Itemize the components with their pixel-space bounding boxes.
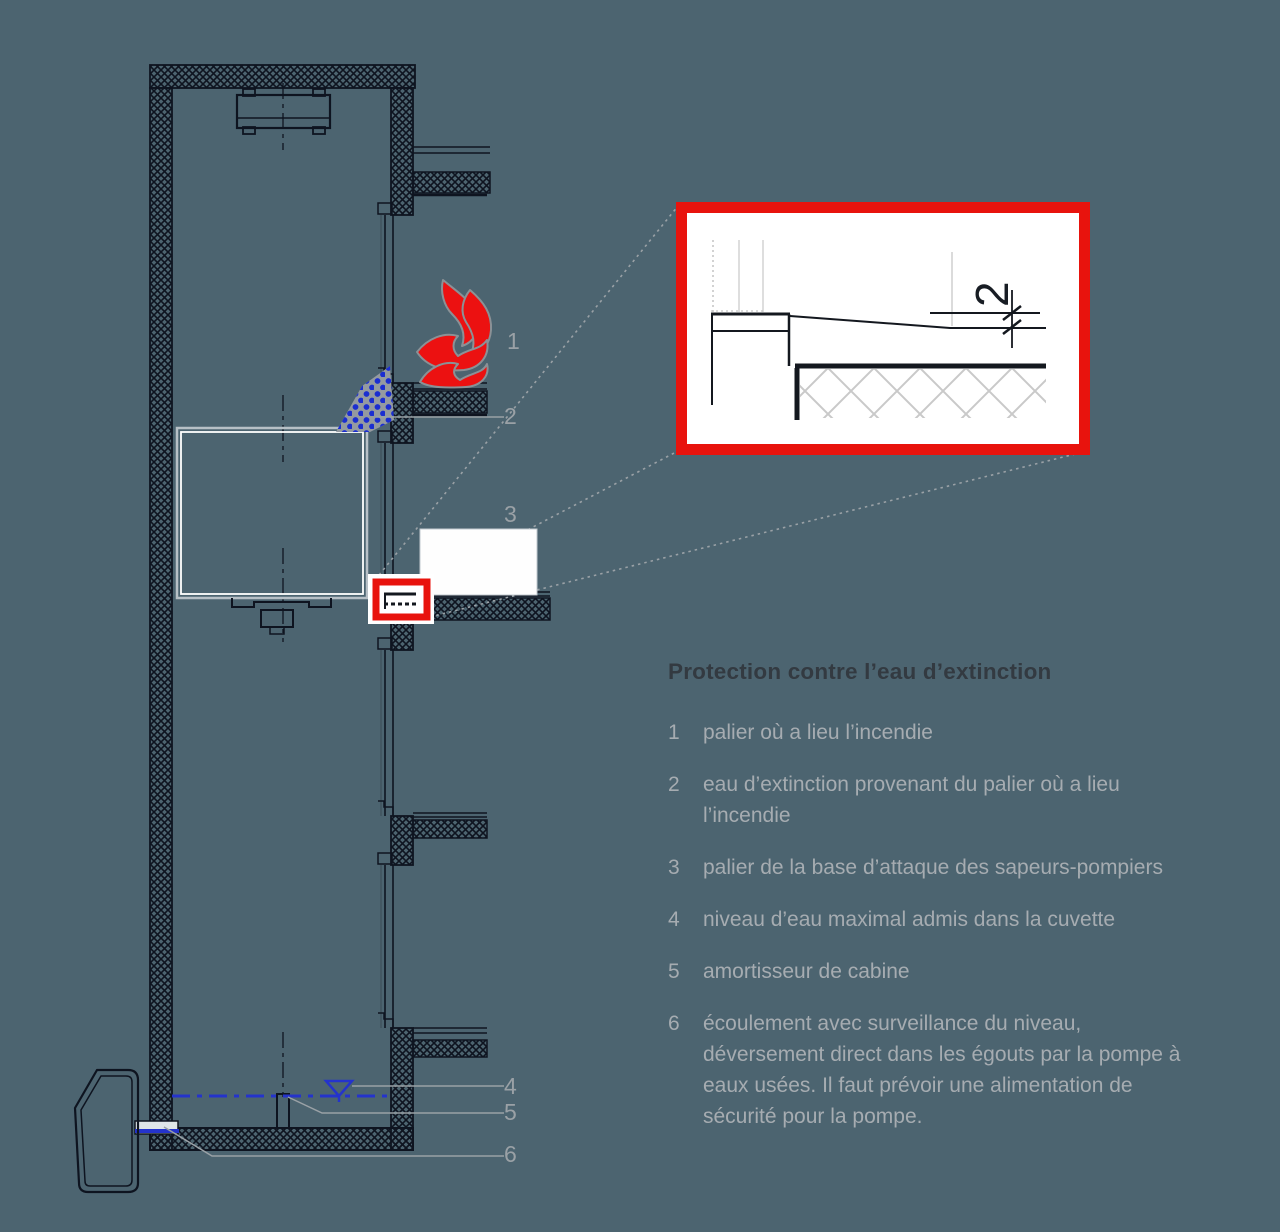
callout-2: 2 <box>504 403 517 429</box>
callout-1: 1 <box>507 328 520 354</box>
shaft-structure <box>150 65 550 1150</box>
legend-item <box>668 769 1184 831</box>
legend-item <box>668 956 1184 987</box>
callout-labels <box>504 328 520 1167</box>
mask-rectangle <box>420 529 537 595</box>
legend-item-text: amortisseur de cabine <box>703 960 910 983</box>
legend-item-text: niveau d’eau maximal admis dans la cuvette <box>703 908 1116 931</box>
legend <box>668 659 1184 1153</box>
legend-item-number: 3 <box>668 856 680 879</box>
legend-item <box>668 717 1184 748</box>
detail-marker-box <box>368 574 434 624</box>
landing-door <box>378 638 393 816</box>
callout-3: 3 <box>504 501 517 527</box>
legend-item-text: palier de la base d’attaque des sapeurs-pompiers <box>703 856 1163 879</box>
pit-floor-slab <box>150 1128 413 1150</box>
detail-callout-box <box>676 202 1090 455</box>
legend-item-number: 5 <box>668 960 680 983</box>
sump-tank <box>75 1070 138 1192</box>
callout-4: 4 <box>504 1073 517 1099</box>
car-outline-outer <box>177 428 367 598</box>
legend-item-number: 1 <box>668 721 680 744</box>
elevator-car <box>177 428 367 1128</box>
detail-dimension-label: 2 <box>966 281 1018 307</box>
legend-item-text: écoulement avec surveillance du niveau, déversement direct dans les égouts par la pompe à eaux usées. Il faut prévoir une alimentation de sécurité pour la pompe. <box>703 1012 1181 1128</box>
legend-item-number: 6 <box>668 1012 680 1035</box>
water-level-symbol <box>326 1081 352 1102</box>
legend-title: Protection contre l’eau d’extinction <box>668 659 1052 684</box>
car-underside <box>232 598 331 634</box>
landing-door <box>378 203 393 383</box>
callout-5: 5 <box>504 1099 517 1125</box>
callout-6: 6 <box>504 1141 517 1167</box>
water-spray-icon <box>336 366 394 432</box>
legend-item <box>668 852 1184 883</box>
landing-door <box>378 431 393 596</box>
legend-item <box>668 904 1184 935</box>
legend-item-number: 2 <box>668 773 680 796</box>
shaft-left-wall <box>150 88 172 1150</box>
legend-item <box>668 1008 1184 1132</box>
legend-item-text: palier où a lieu l’incendie <box>703 721 933 744</box>
fire-flames-icon <box>417 280 491 387</box>
legend-item-text: eau d’extinction provenant du palier où a lieu l’incendie <box>703 773 1120 827</box>
car-outline-inner <box>181 432 363 594</box>
landing-door <box>378 853 393 1028</box>
legend-item-number: 4 <box>668 908 680 931</box>
